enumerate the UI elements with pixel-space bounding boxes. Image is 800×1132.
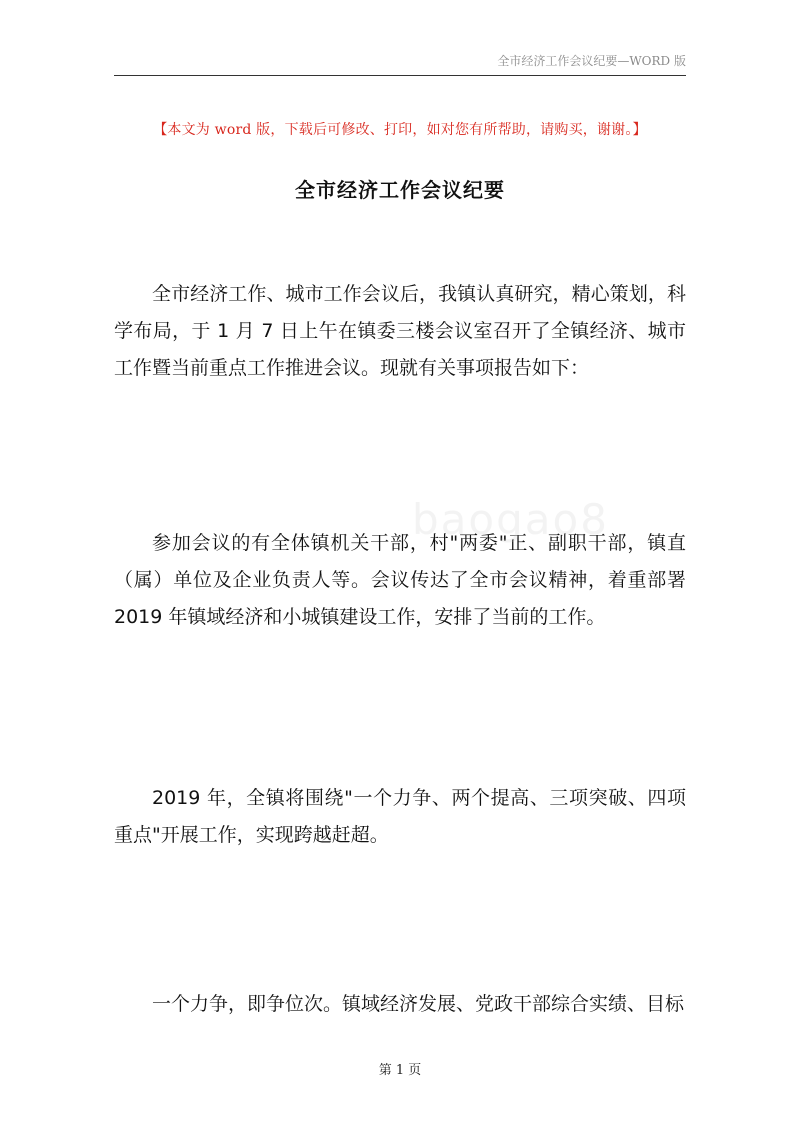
document-title: 全市经济工作会议纪要 (295, 178, 505, 202)
watermark-text: baogao8 (412, 495, 609, 544)
running-header: 全市经济工作会议纪要—WORD 版 (497, 54, 686, 68)
paragraph-1: 全市经济工作、城市工作会议后，我镇认真研究，精心策划，科学布局，于 1 月 7 日上午在镇委三楼会议室召开了全镇经济、城市工作暨当前重点工作推进会议。现就有关事项报告如下： (114, 283, 686, 379)
paragraph-3: 2019 年，全镇将围绕"一个力争、两个提高、三项突破、四项重点"开展工作，实现跨越赶超。 (114, 787, 686, 846)
header-divider (114, 75, 686, 76)
purchase-notice: 【本文为 word 版，下载后可修改、打印，如对您有所帮助，请购买，谢谢。】 (153, 122, 647, 138)
paragraph-4: 一个力争，即争位次。镇域经济发展、党政干部综合实绩、目标 (152, 993, 685, 1015)
paragraph-2: 参加会议的有全体镇机关干部，村"两委"正、副职干部，镇直（属）单位及企业负责人等。会议传达了全市会议精神，着重部署 2019 年镇域经济和小城镇建设工作，安排了当前的工作。 (114, 532, 686, 628)
page-number: 第 1 页 (378, 1063, 422, 1078)
